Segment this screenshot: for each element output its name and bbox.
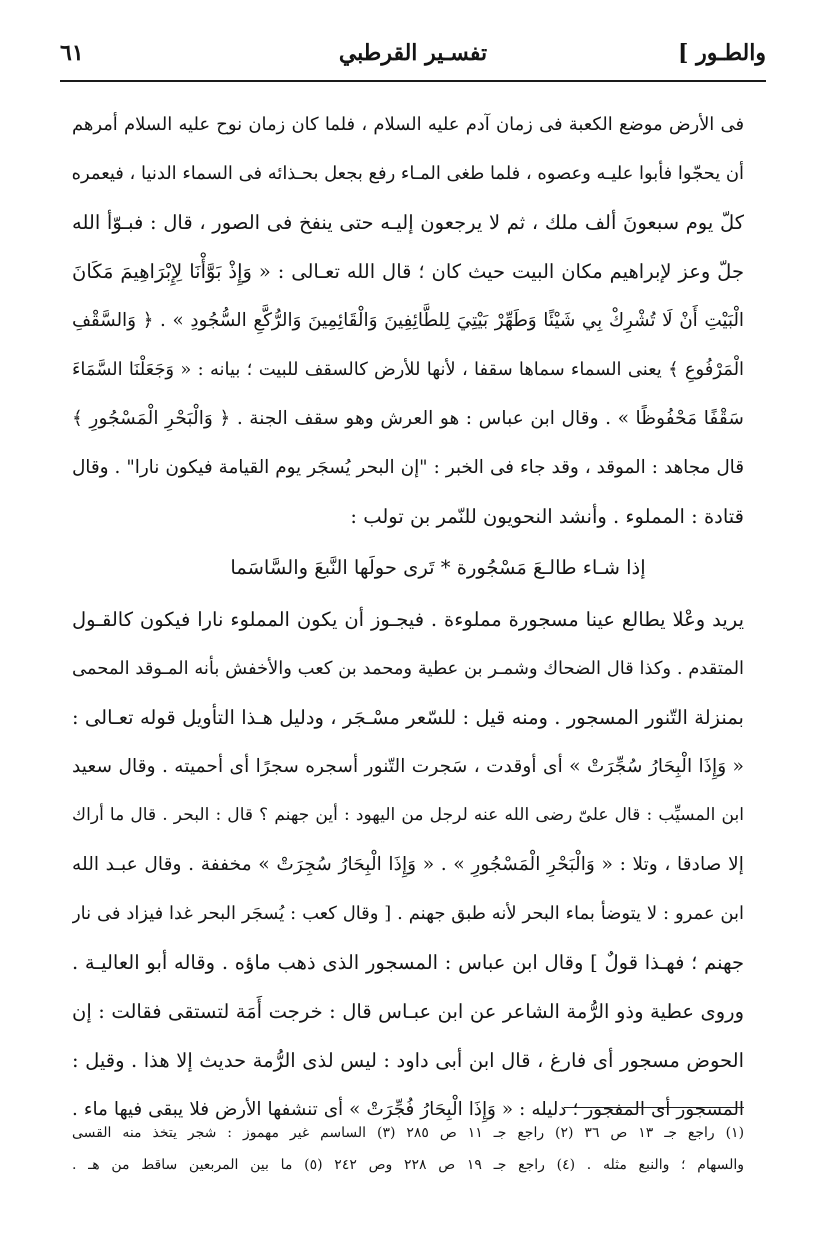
text-line: فى الأرض موضع الكعبة فى زمان آدم عليه السلام ، فلما كان زمان نوح عليه السلام أمرهم <box>72 114 744 135</box>
text-line: إلا صادقا ، وتلا : « وَالْبَحْرِ الْمَسْجُورِ » . « وَإِذَا الْبِحَارُ سُجِرَتْ » مخففة . وقال عبـد الله <box>72 854 744 875</box>
text-line: سَقْفًا مَحْفُوظًا » . وقال ابن عباس : هو العرش وهو سقف الجنة . ﴿ وَالْبَحْرِ الْمَسْجُورِ ﴾ <box>72 408 744 429</box>
body-text <box>72 100 744 1134</box>
text-line: كلّ يوم سبعونَ ألف ملك ، ثم لا يرجعون إليـه حتى ينفخ فى الصور ، قال : فبـوّأ الله <box>72 211 744 234</box>
page-header <box>60 36 766 80</box>
text-line: « وَإِذَا الْبِحَارُ سُجِّرَتْ » أى أوقدت ، سَجرت التّنور أسجره سجرًا أى أحميته . وقال سعيد <box>72 756 744 777</box>
footnotes <box>72 1117 744 1181</box>
text-line: قال مجاهد : الموقد ، وقد جاء فى الخبر : "إن البحر يُسجَر يوم القيامة فيكون نارا" . وقال <box>72 457 744 478</box>
text-line: الْبَيْتِ أَنْ لَا تُشْرِكْ بِي شَيْئًا وَطَهِّرْ بَيْتِيَ لِلطَّائِفِينَ وَالْقَائِمِينَ وَالرُّكَّعِ السُّجُودِ » . ﴿ وَالسَّقْفِ <box>72 310 744 331</box>
text-line: المتقدم . وكذا قال الضحاك وشمـر بن عطية ومحمد بن كعب والأخفش بأنه المـوقد المحمى <box>72 658 744 679</box>
footnote-line: والسهام ؛ والنبع مثله . (٤) راجع جـ ١٩ ص ٢٢٨ وص ٢٤٢ (٥) ما بين المربعين ساقط من هـ . <box>72 1157 744 1173</box>
footnote-divider <box>564 1107 744 1108</box>
text-line: ابن عمرو : لا يتوضأ بماء البحر لأنه طبق جهنم . [ وقال كعب : يُسجَر البحر غدا فيزاد فى نار <box>72 903 744 924</box>
text-line: وروى عطية وذو الرُّمة الشاعر عن ابن عبـاس قال : خرجت أَمَة لتستقى فقالت : إن <box>72 1000 744 1023</box>
text-line: بمنزلة التّنور المسجور . ومنه قيل : للسّعر مسْـجَر ، ودليل هـذا التأويل قوله تعـالى : <box>72 706 744 729</box>
page-number: ٦١ <box>60 40 84 66</box>
text-line: الْمَرْفُوعِ ﴾ يعنى السماء سماها سقفا ، لأنها للأرض كالسقف للبيت ؛ بيانه : « وَجَعَلْنَا السَّمَاءَ <box>72 359 744 380</box>
text-line: أن يحجّوا فأبوا عليـه وعصوه ، فلما طغى المـاء رفع بجعل بحـذائه فى السماء الدنيا ، فيعمره <box>72 163 744 184</box>
text-line: جلّ وعز لإبراهيم مكان البيت حيث كان ؛ قال الله تعـالى : « وَإِذْ بَوَّأْنَا لِإِبْرَاهِيمَ مَكَانَ <box>72 260 744 283</box>
text-line: الحوض مسجور أى فارغ ، قال ابن أبى داود : ليس لذى الرُّمة حديث إلا هذا . وقيل : <box>72 1049 744 1072</box>
book-title: تفسـير القرطبي <box>338 40 488 66</box>
text-line: المسجور أى المفجور ؛ دليله : « وَإِذَا الْبِحَارُ فُجِّرَتْ » أى تنشفها الأرض فلا يبقى فيها ماء . <box>72 1099 744 1120</box>
header-divider <box>60 80 766 82</box>
text-line: قتادة : المملوء . وأنشد النحويون للنّمر بن تولب : <box>350 505 744 528</box>
poetry-verse: إذا شـاء طالـعَ مَسْجُورة * تَرى حولَها النَّبعَ والسَّاسَما <box>230 556 646 579</box>
footnote-line: (١) راجع جـ ١٣ ص ٣٦ (٢) راجع جـ ١١ ص ٢٨٥ (٣) الساسم غير مهموز : شجر يتخذ منه القسى <box>72 1125 744 1141</box>
text-line: جهنم ؛ فهـذا قولٌ ] وقال ابن عباس : المسجور الذى ذهب ماؤه . وقاله أبو العاليـة . <box>72 951 744 974</box>
text-line: ابن المسيِّب : قال علىّ رضى الله عنه لرجل من اليهود : أين جهنم ؟ قال : البحر . قال ما أراك <box>72 805 744 825</box>
surah-name: والطـور ] <box>678 40 766 66</box>
text-line: يريد وعْلا يطالع عينا مسجورة مملوءة . فيجـوز أن يكون المملوء نارا فيكون كالقـول <box>72 608 744 631</box>
